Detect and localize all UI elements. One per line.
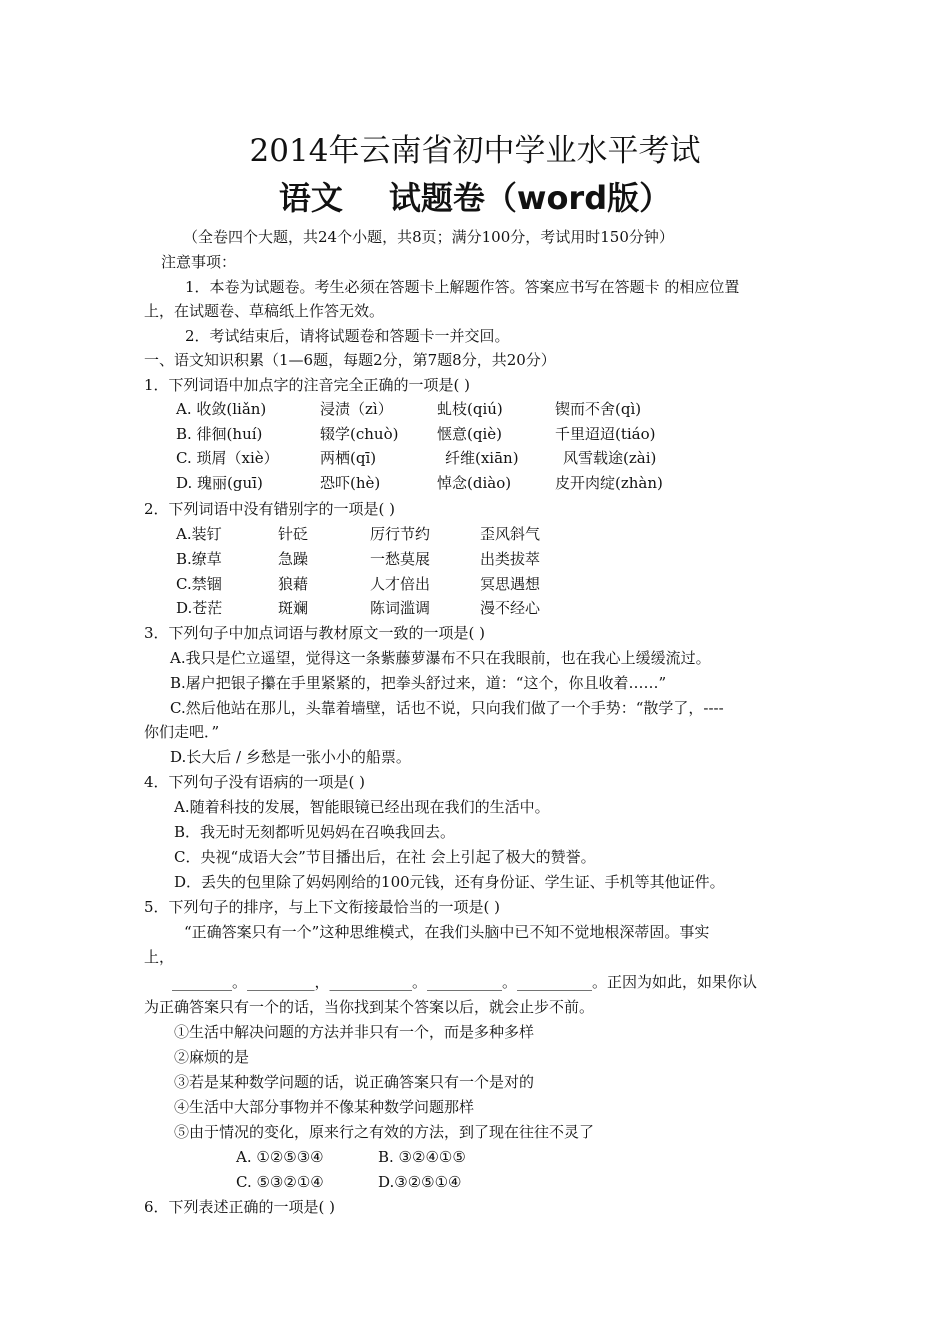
- notice-rule-2: 2．考试结束后，请将试题卷和答题卡一并交回。: [185, 327, 510, 345]
- q2-option-cell: 针砭: [278, 525, 309, 543]
- question-2-stem: 2．下列词语中没有错别字的一项是( ): [144, 500, 396, 518]
- q1-option-cell: 风雪载途(zài): [563, 449, 657, 467]
- question-5-stem: 5．下列句子的排序，与上下文衔接最恰当的一项是( ): [144, 898, 501, 916]
- q5-option-d: D.③②⑤①④: [378, 1173, 462, 1191]
- q4-option-a: A.随着科技的发展，智能眼镜已经出现在我们的生活中。: [174, 798, 550, 816]
- notice-rule-1-cont: 上，在试题卷、草稿纸上作答无效。: [144, 302, 385, 320]
- q2-option-cell: 冥思遇想: [480, 575, 541, 593]
- q1-option-cell: 虬枝(qiú): [437, 400, 503, 418]
- question-3-stem: 3．下列句子中加点词语与教材原文一致的一项是( ): [144, 624, 486, 642]
- q2-option-cell: A.装钉: [176, 525, 222, 543]
- q2-option-cell: 厉行节约: [370, 525, 431, 543]
- subject-label: 语文: [278, 179, 343, 217]
- q1-option-cell: B. 徘徊(huí): [176, 425, 263, 443]
- paper-name: 试题卷（word版）: [388, 179, 672, 217]
- q1-option-cell: 惬意(qiè): [437, 425, 502, 443]
- q3-option-a: A.我只是伫立遥望，觉得这一条紫藤萝瀑布不只在我眼前，也在我心上缓缓流过。: [170, 649, 711, 667]
- q2-option-cell: 陈词滥调: [370, 599, 431, 617]
- exam-scope: （全卷四个大题，共24个小题，共8页；满分100分，考试用时150分钟）: [183, 228, 674, 246]
- q4-option-b: B．我无时无刻都听见妈妈在召唤我回去。: [174, 823, 456, 841]
- q2-option-cell: D.苍茫: [176, 599, 223, 617]
- q1-option-cell: 两栖(qī): [320, 449, 377, 467]
- notice-label: 注意事项：: [161, 253, 237, 271]
- q1-option-cell: 悼念(diào): [437, 474, 512, 492]
- q5-sentence-item: ③若是某种数学问题的话，说正确答案只有一个是对的: [174, 1073, 535, 1091]
- q2-option-cell: 漫不经心: [480, 599, 541, 617]
- q1-option-cell: 千里迢迢(tiáo): [555, 425, 656, 443]
- q5-sentence-item: ④生活中大部分事物并不像某种数学问题那样: [174, 1098, 475, 1116]
- q5-passage-line: 为正确答案只有一个的话，当你找到某个答案以后，就会止步不前。: [144, 998, 595, 1016]
- q1-option-cell: A. 收敛(liǎn): [176, 400, 267, 418]
- q5-passage-line: “正确答案只有一个”这种思维模式，在我们头脑中已不知不觉地根深蒂固。事实: [184, 923, 710, 941]
- question-1-stem: 1．下列词语中加点字的注音完全正确的一项是( ): [144, 376, 471, 394]
- q1-option-cell: 浸渍（zì）: [320, 400, 393, 418]
- q2-option-cell: 一愁莫展: [370, 550, 431, 568]
- q2-option-cell: 歪风斜气: [480, 525, 541, 543]
- q2-option-cell: 人才倍出: [370, 575, 431, 593]
- question-6-stem: 6．下列表述正确的一项是( ): [144, 1198, 336, 1216]
- q2-option-cell: 出类拔萃: [480, 550, 541, 568]
- notice-rule-1: 1．本卷为试题卷。考生必须在答题卡上解题作答。答案应书写在答题卡 的相应位置: [185, 278, 740, 296]
- q2-option-cell: C.禁锢: [176, 575, 222, 593]
- exam-title: 2014年云南省初中学业水平考试: [249, 133, 701, 169]
- q5-sentence-item: ⑤由于情况的变化，原来行之有效的方法，到了现在往往不灵了: [174, 1123, 595, 1141]
- q1-option-cell: C. 琐屑（xiè）: [176, 449, 279, 467]
- q3-option-c: C.然后他站在那儿，头靠着墙壁，话也不说，只向我们做了一个手势：“散学了，----: [170, 699, 724, 717]
- q4-option-c: C．央视“成语大会”节目播出后，在社 会上引起了极大的赞誉。: [174, 848, 596, 866]
- q5-passage-blanks: ________。_________，___________。__________。__________。正因为如此，如果你认: [172, 973, 758, 991]
- q2-option-cell: 急躁: [278, 550, 309, 568]
- q5-sentence-item: ①生活中解决问题的方法并非只有一个，而是多种多样: [174, 1023, 535, 1041]
- q5-option-c: C. ⑤③②①④: [236, 1173, 324, 1191]
- q1-option-cell: 皮开肉绽(zhàn): [555, 474, 663, 492]
- q1-option-cell: D. 瑰丽(guī): [176, 474, 263, 492]
- q5-passage-line: 上，: [144, 948, 175, 966]
- q1-option-cell: 辍学(chuò): [320, 425, 399, 443]
- q2-option-cell: 狼藉: [278, 575, 309, 593]
- q5-option-b: B. ③②④①⑤: [378, 1148, 466, 1166]
- section-heading: 一、语文知识积累（1—6题，每题2分，第7题8分，共20分）: [144, 351, 556, 369]
- q3-option-c-cont: 你们走吧．”: [144, 723, 220, 741]
- q1-option-cell: 恐吓(hè): [320, 474, 381, 492]
- q3-option-b: B.屠户把银子攥在手里紧紧的，把拳头舒过来，道：“这个，你且收着……”: [170, 674, 667, 692]
- q5-option-a: A. ①②⑤③④: [236, 1148, 324, 1166]
- q2-option-cell: 斑斓: [278, 599, 309, 617]
- paper-subtitle: [0, 176, 950, 220]
- q4-option-d: D．丢失的包里除了妈妈刚给的100元钱，还有身份证、学生证、手机等其他证件。: [174, 873, 725, 891]
- q1-option-cell: 锲而不舍(qì): [555, 400, 642, 418]
- q3-option-d: D.长大后 / 乡愁是一张小小的船票。: [170, 748, 411, 766]
- q2-option-cell: B.缭草: [176, 550, 222, 568]
- q5-sentence-item: ②麻烦的是: [174, 1048, 250, 1066]
- question-4-stem: 4．下列句子没有语病的一项是( ): [144, 773, 366, 791]
- q1-option-cell: 纤维(xiān): [445, 449, 519, 467]
